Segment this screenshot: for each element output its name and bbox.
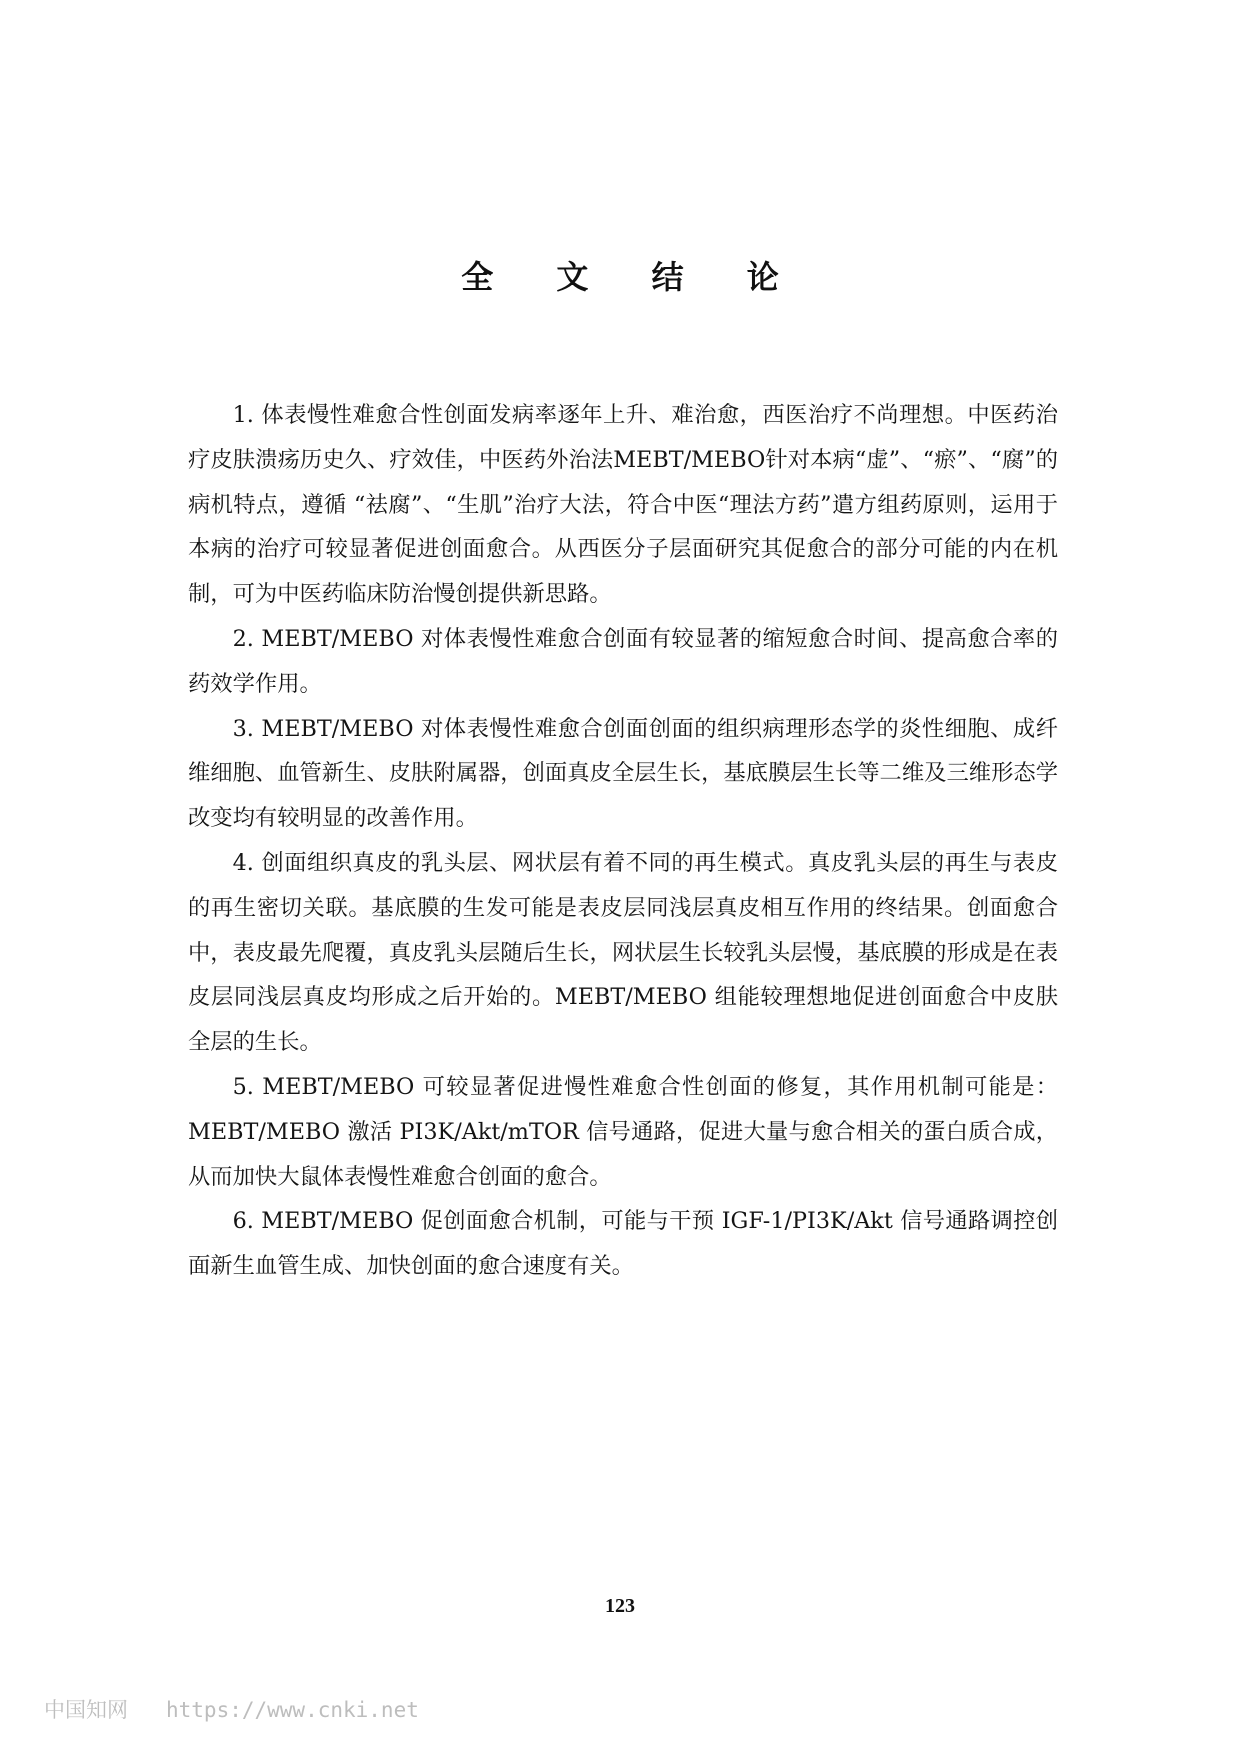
conclusion-item-1: 1. 体表慢性难愈合性创面发病率逐年上升、难治愈，西医治疗不尚理想。中医药治疗皮肤溃疡历史久、疗效佳，中医药外治法MEBT/MEBO针对本病“虚”、“瘀”、“腐”的病机特点，遵循 “祛腐”、“生肌”治疗大法，符合中医“理法方药”遣方组药原则，运用于本病的治疗可较显著促进创面愈合。从西医分子层面研究其促愈合的部分可能的内在机制，可为中医药临床防治慢创提供新思路。 [188, 402, 1058, 608]
conclusion-item-2: 2. MEBT/MEBO 对体表慢性难愈合创面有较显著的缩短愈合时间、提高愈合率的药效学作用。 [188, 625, 1058, 697]
cnki-url: https://www.cnki.net [166, 1698, 419, 1722]
conclusion-item-5: 5. MEBT/MEBO 可较显著促进慢性难愈合性创面的修复，其作用机制可能是：MEBT/MEBO 激活 PI3K/Akt/mTOR 信号通路，促进大量与愈合相关的蛋白质合成，从而加快大鼠体表慢性难愈合创面的愈合。 [188, 1073, 1058, 1190]
conclusion-item-3: 3. MEBT/MEBO 对体表慢性难愈合创面创面的组织病理形态学的炎性细胞、成纤维细胞、血管新生、皮肤附属器，创面真皮全层生长，基底膜层生长等二维及三维形态学改变均有较明显的改善作用。 [188, 715, 1058, 832]
cnki-watermark [44, 1694, 419, 1724]
cnki-logo-text: 中国知网 [44, 1698, 128, 1722]
page-number: 123 [605, 1595, 635, 1617]
page-title: 全 文 结 论 [461, 258, 805, 296]
conclusion-item-6: 6. MEBT/MEBO 促创面愈合机制，可能与干预 IGF-1/PI3K/Akt 信号通路调控创面新生血管生成、加快创面的愈合速度有关。 [188, 1208, 1058, 1280]
conclusion-body [188, 393, 1058, 1289]
conclusion-item-4: 4. 创面组织真皮的乳头层、网状层有着不同的再生模式。真皮乳头层的再生与表皮的再生密切关联。基底膜的生发可能是表皮层同浅层真皮相互作用的终结果。创面愈合中，表皮最先爬覆，真皮乳头层随后生长，网状层生长较乳头层慢，基底膜的形成是在表皮层同浅层真皮均形成之后开始的。MEBT/MEBO 组能较理想地促进创面愈合中皮肤全层的生长。 [188, 849, 1058, 1056]
